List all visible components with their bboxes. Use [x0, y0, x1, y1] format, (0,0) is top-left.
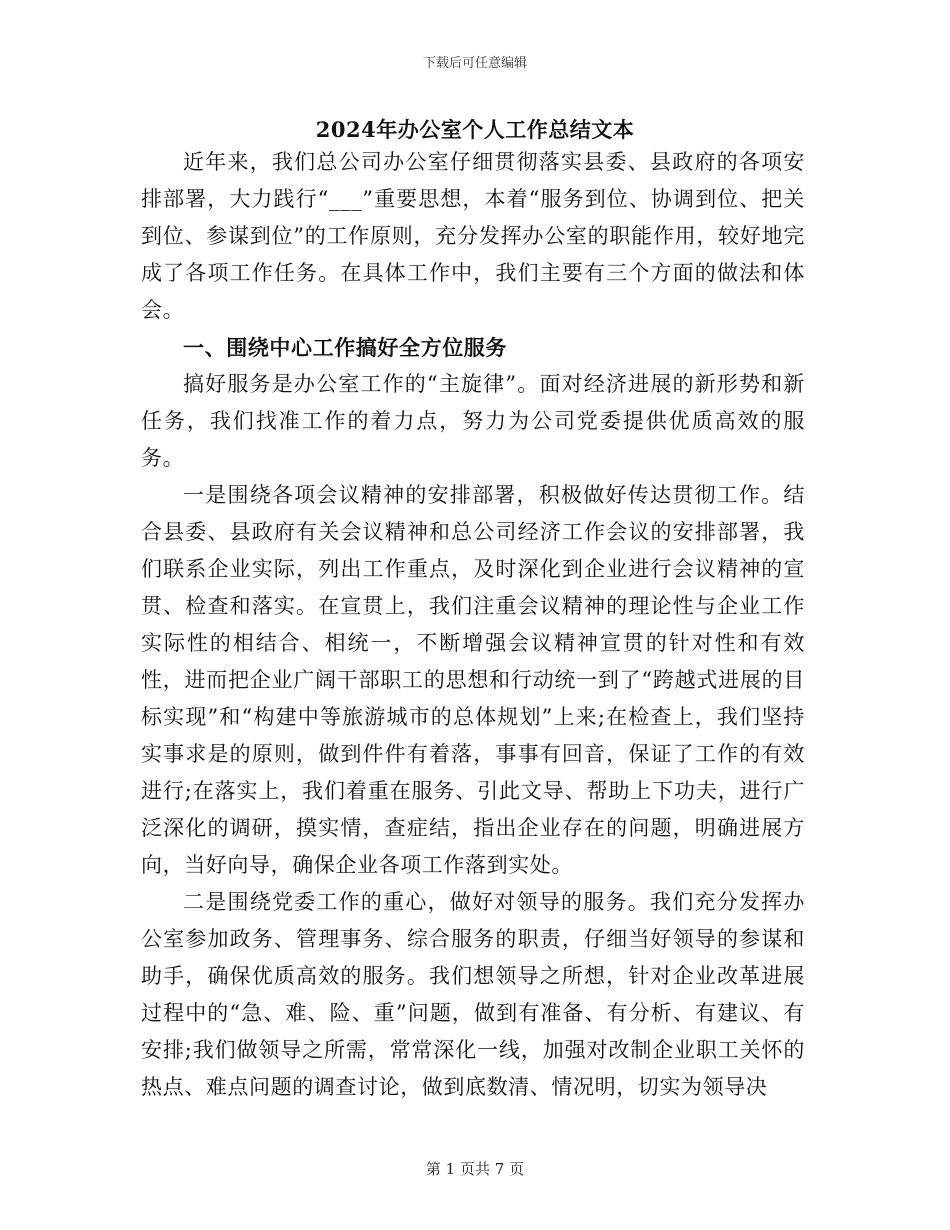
section-1-paragraph-1: 搞好服务是办公室工作的“主旋律”。面对经济进展的新形势和新任务，我们找准工作的着力点，努力为公司党委提供优质高效的服务。 — [141, 372, 805, 470]
intro-paragraph: 近年来，我们总公司办公室仔细贯彻落实县委、县政府的各项安排部署，大力践行“___”重要思想，本着“服务到位、协调到位、把关到位、参谋到位”的工作原则，充分发挥办公室的职能作用，较好地完成了各项工作任务。在具体工作中，我们主要有三个方面的做法和体会。 — [141, 150, 805, 322]
document-body — [141, 144, 805, 1106]
document-title: 2024年办公室个人工作总结文本 — [315, 117, 635, 142]
page-footer: 第 1 页共 7 页 — [425, 1160, 525, 1178]
section-1-paragraph-2: 一是围绕各项会议精神的安排部署，积极做好传达贯彻工作。结合县委、县政府有关会议精神和总公司经济工作会议的安排部署，我们联系企业实际，列出工作重点，及时深化到企业进行会议精神的宣贯、检查和落实。在宣贯上，我们注重会议精神的理论性与企业工作实际性的相结合、相统一，不断增强会议精神宣贯的针对性和有效性，进而把企业广阔干部职工的思想和行动统一到了“跨越式进展的目标实现”和“构建中等旅游城市的总体规划”上来;在检查上，我们坚持实事求是的原则，做到件件有着落，事事有回音，保证了工作的有效进行;在落实上，我们着重在服务、引此文导、帮助上下功夫，进行广泛深化的调研，摸实情，查症结，指出企业存在的问题，明确进展方向，当好向导，确保企业各项工作落到实处。 — [141, 483, 805, 877]
section-heading-1: 一、围绕中心工作搞好全方位服务 — [183, 335, 507, 360]
page-header-note: 下载后可任意编辑 — [422, 56, 527, 71]
section-1-paragraph-3: 二是围绕党委工作的重心，做好对领导的服务。我们充分发挥办公室参加政务、管理事务、综合服务的职责，仔细当好领导的参谋和助手，确保优质高效的服务。我们想领导之所想，针对企业改革进展过程中的“急、难、险、重”问题，做到有准备、有分析、有建议、有安排;我们做领导之所需，常常深化一线，加强对改制企业职工关怀的热点、难点问题的调查讨论，做到底数清、情况明，切实为领导决 — [141, 890, 805, 1099]
